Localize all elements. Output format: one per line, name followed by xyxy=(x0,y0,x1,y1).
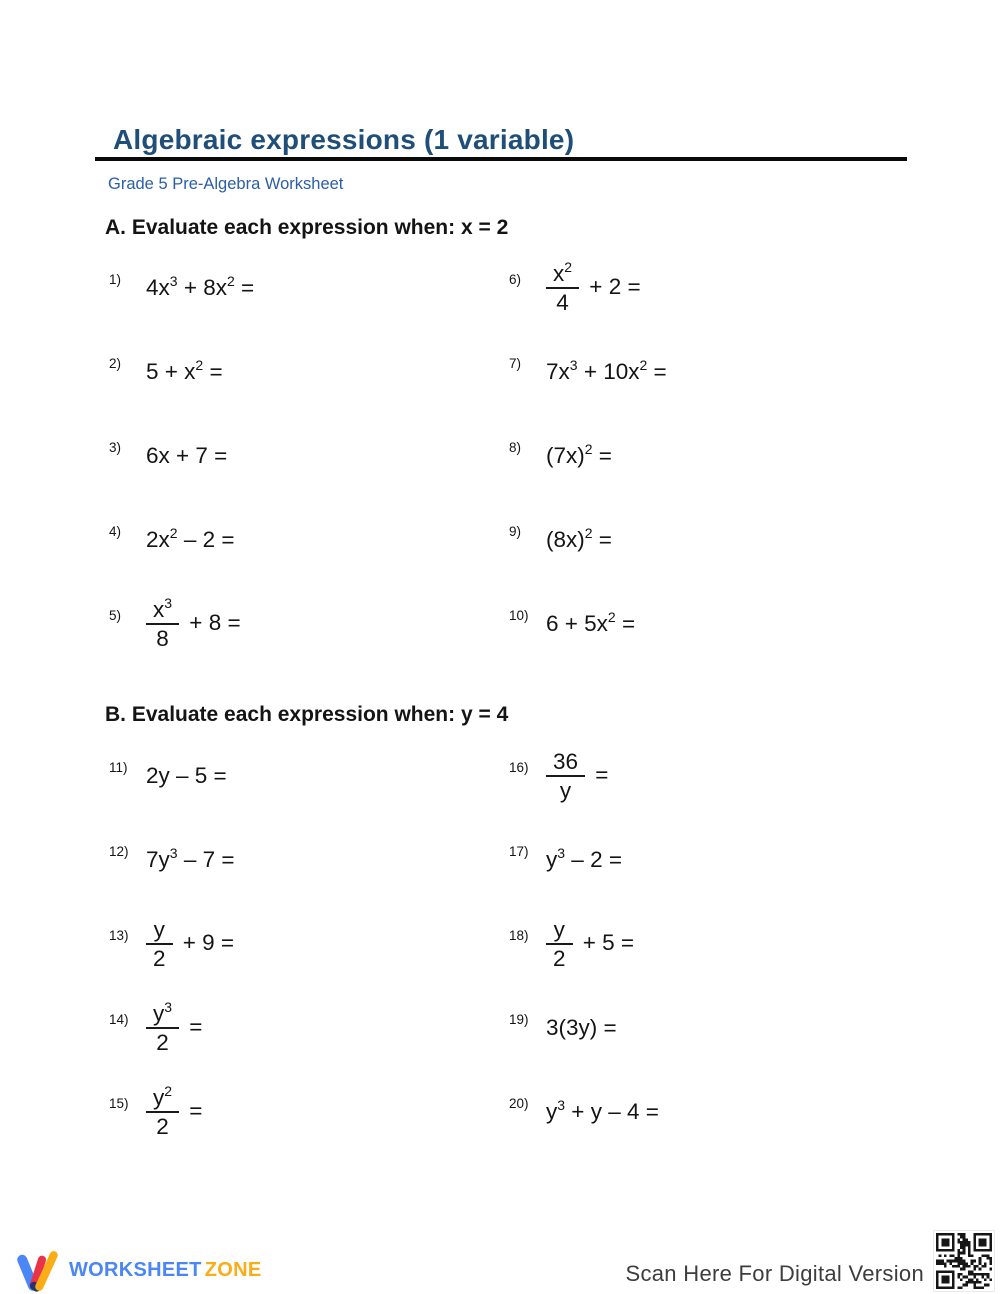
fraction-denominator xyxy=(146,946,173,971)
problem-expression xyxy=(546,258,641,315)
problem-expression xyxy=(146,998,203,1055)
problem-number: 13) xyxy=(109,927,129,943)
expression-text: 2x xyxy=(146,527,170,552)
expression-text: = xyxy=(647,359,667,384)
exponent: 2 xyxy=(639,357,648,373)
problem-number: 3) xyxy=(109,439,122,455)
fraction-denominator xyxy=(546,946,573,971)
problem-item xyxy=(105,1070,505,1154)
fraction-numerator xyxy=(146,998,179,1026)
section-a-problems xyxy=(105,246,917,666)
expression-text: y xyxy=(546,847,558,872)
fraction-numerator xyxy=(147,917,172,942)
problem-expression xyxy=(546,847,622,873)
expression-text: + 8 = xyxy=(183,609,241,635)
problem-expression xyxy=(546,443,612,469)
problem-expression xyxy=(546,1099,659,1125)
exponent: 2 xyxy=(226,273,235,289)
problem-item xyxy=(105,818,505,902)
problem-expression xyxy=(546,611,635,637)
problem-item xyxy=(105,986,505,1070)
title-underline xyxy=(95,157,907,161)
problem-item xyxy=(505,582,905,666)
problem-item xyxy=(105,902,505,986)
expression-text: = xyxy=(183,1013,203,1039)
fraction-numerator xyxy=(146,594,179,622)
fraction xyxy=(146,594,179,651)
expression-text: y xyxy=(153,1000,165,1026)
fraction-bar xyxy=(146,1111,179,1113)
problem-expression xyxy=(146,1082,203,1139)
expression-text: 2 xyxy=(156,1030,169,1055)
fraction-denominator xyxy=(553,778,578,803)
problem-expression xyxy=(146,527,234,553)
expression-text: x xyxy=(553,260,565,286)
fraction-numerator xyxy=(546,749,585,774)
problem-number: 16) xyxy=(509,759,529,775)
expression-text: = xyxy=(203,359,223,384)
fraction-bar xyxy=(146,943,173,945)
expression-text: + 2 = xyxy=(583,273,641,299)
expression-text: 7x xyxy=(546,359,570,384)
problem-expression xyxy=(146,359,223,385)
section-b-problems xyxy=(105,734,917,1154)
problem-expression xyxy=(146,443,227,469)
expression-text: y xyxy=(153,1084,165,1110)
expression-text: + y – 4 = xyxy=(565,1099,659,1124)
expression-text: y xyxy=(553,916,565,942)
exponent: 2 xyxy=(164,1082,173,1099)
fraction xyxy=(546,917,573,971)
exponent: 2 xyxy=(584,525,593,541)
problem-number: 8) xyxy=(509,439,522,455)
worksheet-subtitle: Grade 5 Pre-Algebra Worksheet xyxy=(108,175,344,193)
problem-item xyxy=(505,734,905,818)
fraction-bar xyxy=(546,943,573,945)
problem-number: 17) xyxy=(509,843,529,859)
expression-text: (8x) xyxy=(546,527,585,552)
fraction xyxy=(146,917,173,971)
expression-text: 6x + 7 = xyxy=(146,443,228,468)
page-title: Algebraic expressions (1 variable) xyxy=(113,124,575,155)
fraction-numerator xyxy=(546,258,579,286)
expression-text: 2y – 5 = xyxy=(146,763,227,788)
expression-text: 7y xyxy=(146,847,170,872)
scan-here-text: Scan Here For Digital Version xyxy=(625,1261,924,1286)
problem-item xyxy=(505,246,905,330)
problem-expression xyxy=(546,1015,617,1041)
expression-text: (7x) xyxy=(546,443,585,468)
problem-expression xyxy=(546,359,667,385)
exponent: 3 xyxy=(169,273,178,289)
expression-text: – 2 = xyxy=(177,527,235,552)
fraction-bar xyxy=(146,623,179,625)
problem-number: 4) xyxy=(109,523,122,539)
problem-number: 1) xyxy=(109,271,122,287)
problem-number: 18) xyxy=(509,927,529,943)
fraction-denominator xyxy=(149,1114,176,1139)
page-footer xyxy=(0,1225,1000,1294)
problem-expression xyxy=(546,527,612,553)
worksheetzone-logo xyxy=(15,1247,261,1294)
expression-text: x xyxy=(153,596,165,622)
problem-item xyxy=(505,902,905,986)
expression-text: y xyxy=(546,1099,558,1124)
problem-item xyxy=(105,498,505,582)
section-a-heading: A. Evaluate each expression when: x = 2 xyxy=(105,216,509,239)
fraction-denominator xyxy=(549,290,576,315)
exponent: 2 xyxy=(195,357,204,373)
expression-text: 5 + x xyxy=(146,359,196,384)
brand-worksheet-label: WORKSHEET xyxy=(69,1259,202,1281)
worksheetzone-logo-text xyxy=(69,1259,261,1282)
exponent: 3 xyxy=(557,845,566,861)
fraction-bar xyxy=(546,287,579,289)
problem-expression xyxy=(146,275,254,301)
expression-text: + 8x xyxy=(177,275,227,300)
problem-number: 12) xyxy=(109,843,129,859)
expression-text: + 10x xyxy=(577,359,640,384)
expression-text: 6 + 5x xyxy=(546,611,608,636)
problem-number: 9) xyxy=(509,523,522,539)
worksheetzone-w-icon xyxy=(15,1247,60,1294)
fraction-numerator xyxy=(547,917,572,942)
section-b-heading: B. Evaluate each expression when: y = 4 xyxy=(105,703,509,726)
expression-text: 2 xyxy=(156,1114,169,1139)
expression-text: + 9 = xyxy=(176,929,235,955)
fraction xyxy=(146,998,179,1055)
problem-number: 11) xyxy=(109,759,128,775)
expression-text: 8 xyxy=(156,626,169,651)
problem-item xyxy=(105,246,505,330)
problem-number: 20) xyxy=(509,1095,529,1111)
expression-text: 2 xyxy=(553,946,566,971)
problem-item xyxy=(105,414,505,498)
expression-text: 4x xyxy=(146,275,170,300)
expression-text: 3(3y) = xyxy=(546,1015,617,1040)
problem-number: 10) xyxy=(509,607,529,623)
exponent: 3 xyxy=(164,998,173,1015)
fraction xyxy=(546,258,579,315)
exponent: 2 xyxy=(607,609,616,625)
problem-number: 7) xyxy=(509,355,522,371)
expression-text: = xyxy=(589,761,609,787)
exponent: 3 xyxy=(169,845,178,861)
expression-text: = xyxy=(615,611,636,636)
problem-item xyxy=(505,986,905,1070)
exponent: 2 xyxy=(169,525,178,541)
problem-number: 19) xyxy=(509,1011,529,1027)
expression-text: y xyxy=(153,916,165,942)
problem-number: 6) xyxy=(509,271,522,287)
fraction-numerator xyxy=(146,1082,179,1110)
expression-text: + 5 = xyxy=(576,929,635,955)
expression-text: 36 xyxy=(553,748,579,774)
problem-number: 15) xyxy=(109,1095,129,1111)
problem-item xyxy=(105,734,505,818)
problem-item xyxy=(505,818,905,902)
problem-expression xyxy=(146,917,234,971)
problem-expression xyxy=(546,917,634,971)
expression-text: y xyxy=(559,778,572,803)
fraction-bar xyxy=(546,775,585,777)
exponent: 2 xyxy=(584,441,593,457)
expression-text: – 2 = xyxy=(565,847,622,872)
fraction xyxy=(546,749,585,803)
problem-item xyxy=(505,1070,905,1154)
expression-text: 2 xyxy=(153,946,166,971)
problem-item xyxy=(505,498,905,582)
expression-text: 4 xyxy=(556,290,569,315)
problem-item xyxy=(105,330,505,414)
problem-item xyxy=(505,414,905,498)
expression-text: = xyxy=(592,527,612,552)
fraction-bar xyxy=(146,1027,179,1029)
problem-number: 14) xyxy=(109,1011,129,1027)
brand-zone-label: ZONE xyxy=(204,1259,262,1281)
problem-number: 5) xyxy=(109,607,122,623)
problem-item xyxy=(105,582,505,666)
problem-number: 2) xyxy=(109,355,122,371)
problem-expression xyxy=(146,847,234,873)
expression-text: = xyxy=(183,1097,203,1123)
expression-text: = xyxy=(234,275,255,300)
fraction-denominator xyxy=(149,1030,176,1055)
problem-expression xyxy=(146,763,227,789)
fraction-denominator xyxy=(149,626,176,651)
qr-code xyxy=(933,1230,995,1292)
fraction xyxy=(146,1082,179,1139)
exponent: 3 xyxy=(569,357,578,373)
exponent: 3 xyxy=(557,1097,566,1113)
exponent: 3 xyxy=(164,594,173,611)
expression-text: = xyxy=(592,443,612,468)
exponent: 2 xyxy=(564,258,573,275)
expression-text: – 7 = xyxy=(177,847,235,872)
problem-expression xyxy=(546,749,608,803)
problem-expression xyxy=(146,594,241,651)
problem-item xyxy=(505,330,905,414)
